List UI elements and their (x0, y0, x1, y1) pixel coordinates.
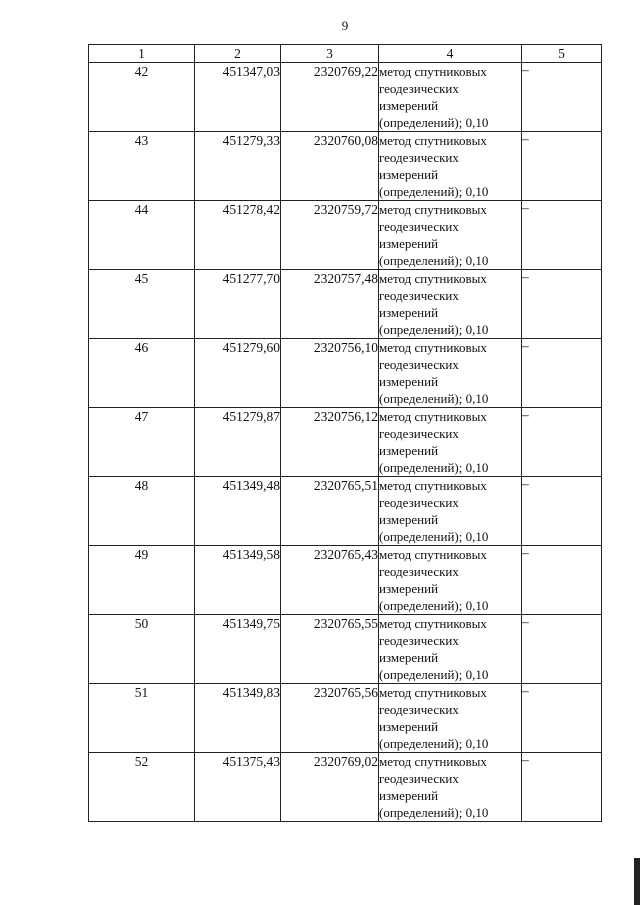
method-line: геодезических (379, 495, 459, 510)
method-line: измерений (379, 512, 439, 527)
coordinate-y-cell: 2320757,48 (281, 270, 379, 339)
method-line: измерений (379, 443, 439, 458)
coordinate-y-cell: 2320756,10 (281, 339, 379, 408)
header-col-5: 5 (522, 45, 602, 63)
header-col-2: 2 (195, 45, 281, 63)
method-cell (379, 477, 522, 546)
method-line: (определений); 0,10 (379, 253, 489, 268)
method-cell (379, 684, 522, 753)
table-row (89, 477, 602, 546)
coordinate-x-cell: 451349,75 (195, 615, 281, 684)
point-number-cell: 51 (89, 684, 195, 753)
note-cell: – (522, 270, 602, 339)
coordinate-y-cell: 2320765,51 (281, 477, 379, 546)
point-number-cell: 44 (89, 201, 195, 270)
note-cell: – (522, 684, 602, 753)
header-col-1: 1 (89, 45, 195, 63)
coordinate-y-cell: 2320765,55 (281, 615, 379, 684)
method-cell (379, 132, 522, 201)
point-number-cell: 45 (89, 270, 195, 339)
method-cell (379, 201, 522, 270)
note-cell: – (522, 477, 602, 546)
method-line: геодезических (379, 219, 459, 234)
table-row (89, 615, 602, 684)
note-cell: – (522, 753, 602, 822)
method-line: (определений); 0,10 (379, 391, 489, 406)
coordinate-x-cell: 451277,70 (195, 270, 281, 339)
method-line: (определений); 0,10 (379, 736, 489, 751)
coordinate-x-cell: 451279,87 (195, 408, 281, 477)
page-number: 9 (341, 18, 349, 33)
method-line: метод спутниковых (379, 340, 487, 355)
method-line: метод спутниковых (379, 547, 487, 562)
table-row (89, 63, 602, 132)
method-line: геодезических (379, 702, 459, 717)
method-line: геодезических (379, 288, 459, 303)
method-line: (определений); 0,10 (379, 598, 489, 613)
table-header-row (89, 45, 602, 63)
method-line: (определений); 0,10 (379, 529, 489, 544)
note-cell: – (522, 615, 602, 684)
method-line: измерений (379, 305, 439, 320)
method-line: геодезических (379, 426, 459, 441)
coordinate-x-cell: 451375,43 (195, 753, 281, 822)
coordinate-x-cell: 451278,42 (195, 201, 281, 270)
method-line: (определений); 0,10 (379, 805, 489, 820)
coordinate-y-cell: 2320756,12 (281, 408, 379, 477)
table-row (89, 132, 602, 201)
table-row (89, 339, 602, 408)
method-cell (379, 339, 522, 408)
method-line: метод спутниковых (379, 409, 487, 424)
coordinate-y-cell: 2320769,02 (281, 753, 379, 822)
method-cell (379, 753, 522, 822)
method-line: метод спутниковых (379, 133, 487, 148)
method-line: геодезических (379, 633, 459, 648)
method-line: (определений); 0,10 (379, 322, 489, 337)
method-line: геодезических (379, 150, 459, 165)
method-line: (определений); 0,10 (379, 115, 489, 130)
coordinates-table (88, 44, 602, 822)
point-number-cell: 49 (89, 546, 195, 615)
note-cell: – (522, 63, 602, 132)
method-line: (определений); 0,10 (379, 184, 489, 199)
method-line: измерений (379, 581, 439, 596)
method-line: метод спутниковых (379, 478, 487, 493)
table-row (89, 408, 602, 477)
method-line: (определений); 0,10 (379, 460, 489, 475)
header-col-3: 3 (281, 45, 379, 63)
method-line: измерений (379, 719, 439, 734)
table-row (89, 270, 602, 339)
method-line: измерений (379, 650, 439, 665)
method-cell (379, 63, 522, 132)
coordinate-x-cell: 451347,03 (195, 63, 281, 132)
point-number-cell: 48 (89, 477, 195, 546)
method-line: измерений (379, 236, 439, 251)
table-row (89, 684, 602, 753)
method-line: измерений (379, 167, 439, 182)
coordinate-y-cell: 2320765,43 (281, 546, 379, 615)
method-line: метод спутниковых (379, 271, 487, 286)
table-row (89, 201, 602, 270)
coordinate-y-cell: 2320765,56 (281, 684, 379, 753)
note-cell: – (522, 201, 602, 270)
table-row (89, 753, 602, 822)
method-line: метод спутниковых (379, 754, 487, 769)
method-cell (379, 615, 522, 684)
method-cell (379, 408, 522, 477)
method-line: геодезических (379, 81, 459, 96)
coordinate-y-cell: 2320769,22 (281, 63, 379, 132)
method-line: измерений (379, 98, 439, 113)
method-line: метод спутниковых (379, 685, 487, 700)
note-cell: – (522, 339, 602, 408)
table-body (89, 63, 602, 822)
method-cell (379, 546, 522, 615)
header-col-4: 4 (379, 45, 522, 63)
point-number-cell: 42 (89, 63, 195, 132)
coordinate-y-cell: 2320760,08 (281, 132, 379, 201)
method-line: метод спутниковых (379, 616, 487, 631)
method-line: метод спутниковых (379, 202, 487, 217)
point-number-cell: 50 (89, 615, 195, 684)
method-line: геодезических (379, 771, 459, 786)
method-line: (определений); 0,10 (379, 667, 489, 682)
point-number-cell: 46 (89, 339, 195, 408)
method-line: измерений (379, 374, 439, 389)
coordinate-x-cell: 451349,58 (195, 546, 281, 615)
method-line: метод спутниковых (379, 64, 487, 79)
coordinate-x-cell: 451279,60 (195, 339, 281, 408)
method-line: измерений (379, 788, 439, 803)
point-number-cell: 47 (89, 408, 195, 477)
coordinate-y-cell: 2320759,72 (281, 201, 379, 270)
point-number-cell: 43 (89, 132, 195, 201)
method-line: геодезических (379, 564, 459, 579)
coordinate-x-cell: 451279,33 (195, 132, 281, 201)
method-line: геодезических (379, 357, 459, 372)
note-cell: – (522, 546, 602, 615)
table-row (89, 546, 602, 615)
coordinate-x-cell: 451349,48 (195, 477, 281, 546)
note-cell: – (522, 408, 602, 477)
coordinate-x-cell: 451349,83 (195, 684, 281, 753)
method-cell (379, 270, 522, 339)
point-number-cell: 52 (89, 753, 195, 822)
scan-edge-mark (634, 858, 640, 905)
note-cell: – (522, 132, 602, 201)
